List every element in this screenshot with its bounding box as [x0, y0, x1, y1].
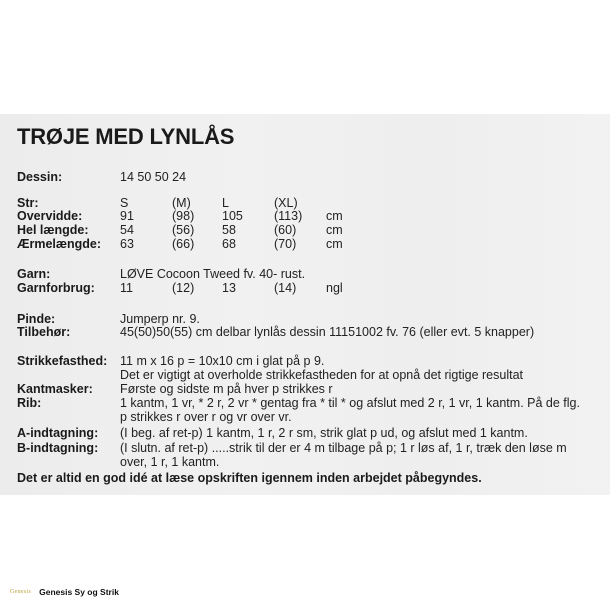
a-indtagning-label: A-indtagning: [17, 426, 99, 440]
strikkefasthed-label: Strikkefasthed: [17, 354, 108, 368]
kantmasker-label: Kantmasker: [17, 382, 93, 396]
b-indtagning-line-2: over, 1 r, 1 kantm. [120, 455, 220, 469]
garnforbrug-label: Garnforbrug: [17, 281, 95, 295]
sizes-label: Str: [17, 196, 39, 210]
measurement-label: Hel længde: [17, 223, 89, 237]
rib-line-1: 1 kantm, 1 vr, * 2 r, 2 vr * gentag fra * til * og afslut med 2 r, 1 vr, 1 kantm. På de flg. [120, 396, 580, 410]
pinde-value: Jumperp nr. 9. [120, 312, 200, 326]
tilbehor-value: 45(50)50(55) cm delbar lynlås dessin 11151002 fv. 76 (eller evt. 5 knapper) [120, 325, 535, 339]
genesis-logo-icon: Genesis [10, 589, 32, 595]
measurement-unit: cm [326, 237, 343, 251]
measurement-value: 58 [222, 223, 236, 237]
size-l: L [222, 196, 229, 210]
tilbehor-label: Tilbehør: [17, 325, 71, 339]
strikkefasthed-line-1: 11 m x 16 p = 10x10 cm i glat på p 9. [120, 354, 325, 368]
garnforbrug-unit: ngl [326, 281, 343, 295]
size-s: S [120, 196, 129, 210]
garn-label: Garn: [17, 267, 51, 281]
measurement-value: (60) [274, 223, 297, 237]
garnforbrug-value: 13 [222, 281, 236, 295]
b-indtagning-line-1: (I slutn. af ret-p) .....strik til der er 4 m tilbage på p; 1 r løs af, 1 r, træk den løse m [120, 441, 567, 455]
garnforbrug-value: (12) [172, 281, 195, 295]
measurement-value: (98) [172, 209, 195, 223]
pinde-label: Pinde: [17, 312, 56, 326]
measurement-value: (113) [274, 209, 303, 223]
kantmasker-value: Første og sidste m på hver p strikkes r [120, 382, 333, 396]
rib-line-2: p strikkes r over r og vr over vr. [120, 410, 292, 424]
final-note: Det er altid en god idé at læse opskriften igennem inden arbejdet påbegyndes. [17, 471, 482, 485]
measurement-unit: cm [326, 209, 343, 223]
measurement-value: 91 [120, 209, 134, 223]
rib-label: Rib: [17, 396, 42, 410]
measurement-value: 63 [120, 237, 134, 251]
b-indtagning-label: B-indtagning: [17, 441, 99, 455]
a-indtagning-value: (I beg. af ret-p) 1 kantm, 1 r, 2 r sm, strik glat p ud, og afslut med 1 kantm. [120, 426, 528, 440]
dessin-label: Dessin: [17, 170, 63, 184]
measurement-unit: cm [326, 223, 343, 237]
garnforbrug-value: (14) [274, 281, 297, 295]
measurement-value: (66) [172, 237, 195, 251]
measurement-value: (56) [172, 223, 195, 237]
measurement-label: Overvidde: [17, 209, 83, 223]
size-xl: (XL) [274, 196, 298, 210]
measurement-value: (70) [274, 237, 297, 251]
measurement-value: 105 [222, 209, 243, 223]
size-m: (M) [172, 196, 191, 210]
measurement-label: Ærmelængde: [17, 237, 102, 251]
garn-value: LØVE Cocoon Tweed fv. 40- rust. [120, 267, 306, 281]
strikkefasthed-line-2: Det er vigtigt at overholde strikkefastheden for at opnå det rigtige resultat [120, 368, 524, 382]
garnforbrug-value: 11 [120, 281, 133, 295]
measurement-value: 54 [120, 223, 134, 237]
dessin-value: 14 50 50 24 [120, 170, 187, 184]
brand-name: Genesis Sy og Strik [39, 587, 119, 597]
measurement-value: 68 [222, 237, 236, 251]
pattern-title: TRØJE MED LYNLÅS [17, 124, 235, 149]
footer [10, 585, 119, 599]
